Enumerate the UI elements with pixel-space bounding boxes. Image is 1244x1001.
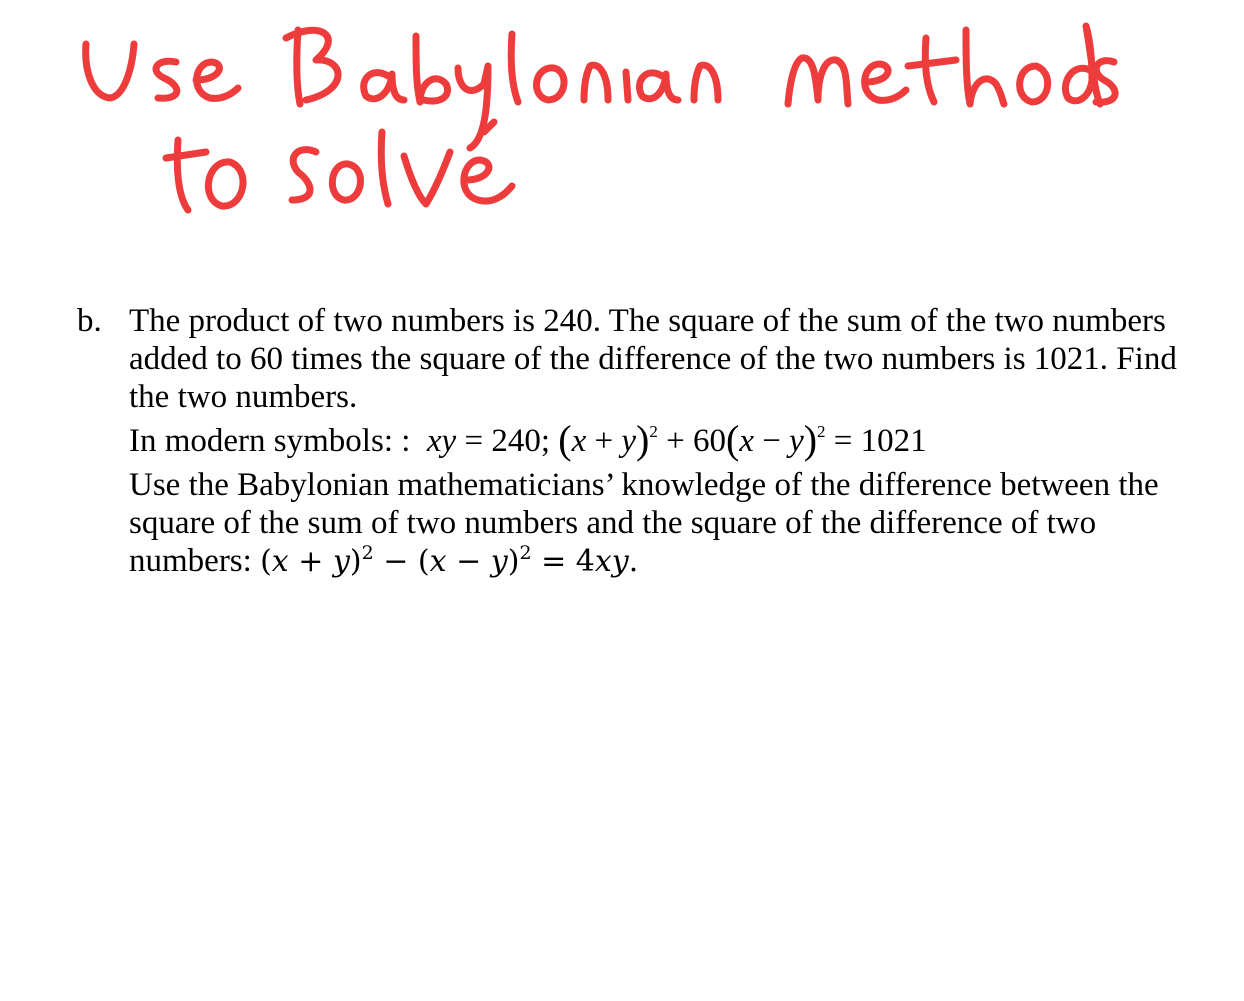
eq-y1: y [621,423,636,459]
modern-symbols-label: In modern symbols: : [129,423,411,459]
id-rp1: ) [349,544,362,579]
id-eq: = 4 [531,544,595,579]
hint-text: Use the Babylonian mathematicians’ knowledge of the difference between the square of the sum of two numbers and the square of the difference of two numbers: [129,467,1159,579]
id-e2: 2 [519,542,532,564]
id-rp2: ) [507,544,520,579]
eq-close1: ) [636,417,650,462]
id-lp1: ( [260,544,272,579]
modern-symbols-line [129,417,1197,462]
eq-open1: ( [558,417,572,462]
id-xy: xy [594,544,629,579]
eq-y2: y [789,423,804,459]
hint-paragraph [129,466,1197,581]
id-op3: − [446,544,491,579]
eq-end: = 1021 [825,423,927,459]
eq-plus1: + [586,423,622,459]
eq-close2: ) [803,417,818,462]
id-period: . [628,544,639,579]
eq-minus2: − [753,423,790,459]
id-x1: x [271,544,289,579]
problem-statement: The product of two numbers is 240. The square of the sum of the two numbers added to 60 times the square of the difference of the two numbers is 1021. Find the two numbers. [129,303,1177,415]
eq-exp2: 2 [817,422,826,441]
id-e1: 2 [361,542,374,564]
id-x2: x [429,544,447,579]
modern-symbols-equation [419,417,927,462]
eq-open2: ( [725,417,740,462]
eq-x1: x [571,423,587,459]
id-op2: − ( [373,544,430,579]
eq-part1-var: xy [426,423,457,459]
handwritten-annotation [0,0,1244,240]
id-op1: + [288,544,333,579]
eq-part1-rest: = 240; [456,423,559,459]
problem-row [77,302,1197,581]
eq-x2: x [739,423,754,459]
eq-exp1: 2 [649,422,658,441]
problem-marker: b. [77,303,102,339]
problem-b [77,302,1197,581]
id-y1: y [332,544,350,579]
handwritten-note-strokes [86,26,1115,210]
problem-body [129,302,1197,581]
identity-equation [260,544,638,579]
eq-mid: + 60 [657,423,726,459]
id-y2: y [490,544,508,579]
